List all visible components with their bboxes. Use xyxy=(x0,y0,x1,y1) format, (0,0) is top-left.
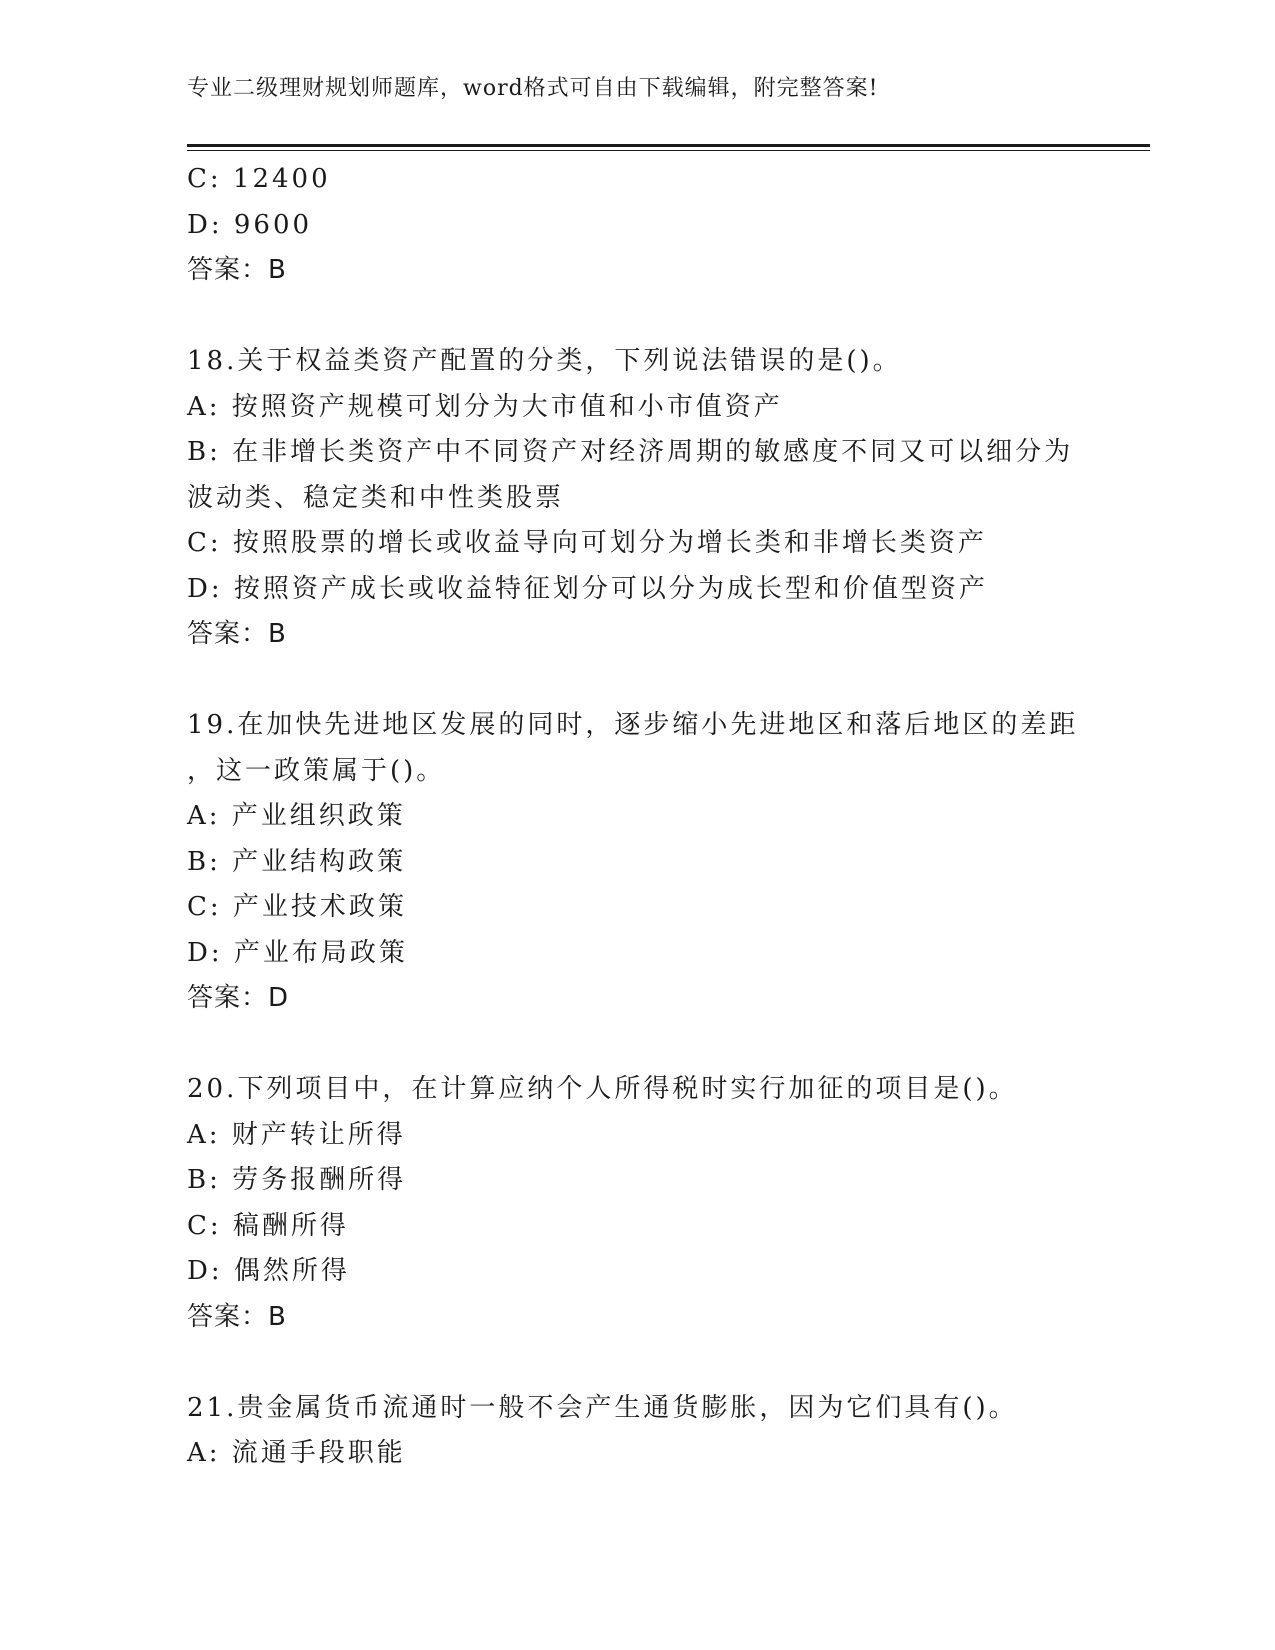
header-rule-thin xyxy=(187,150,1150,151)
question-line: ，这一政策属于()。 xyxy=(187,755,446,786)
option-line: D: 偶然所得 xyxy=(187,1256,350,1286)
option-line: A: 按照资产规模可划分为大市值和小市值资产 xyxy=(187,391,783,422)
option-line: A: 流通手段职能 xyxy=(187,1438,406,1468)
answer-line: 答案：B xyxy=(187,1301,287,1332)
option-line: B: 劳务报酬所得 xyxy=(187,1165,407,1195)
option-line: A: 财产转让所得 xyxy=(187,1119,406,1150)
option-line: C: 稿酬所得 xyxy=(187,1210,349,1241)
spacer xyxy=(187,1022,1087,1068)
option-line: B: 在非增长类资产中不同资产对经济周期的敏感度不同又可以细分为 xyxy=(187,437,1074,467)
spacer xyxy=(187,1340,1087,1386)
question-content xyxy=(187,157,1087,1477)
option-line: D: 产业布局政策 xyxy=(187,937,408,968)
question-line: 19.在加快先进地区发展的同时，逐步缩小先进地区和落后地区的差距 xyxy=(187,710,1079,740)
page-header: 专业二级理财规划师题库，word格式可自由下载编辑，附完整答案! xyxy=(187,76,879,101)
option-line: A: 产业组织政策 xyxy=(187,801,406,831)
question-line: 20.下列项目中，在计算应纳个人所得税时实行加征的项目是()。 xyxy=(187,1074,1018,1104)
spacer xyxy=(187,658,1087,704)
option-line: D: 9600 xyxy=(187,209,313,240)
question-line: 18.关于权益类资产配置的分类，下列说法错误的是()。 xyxy=(187,346,902,376)
answer-line: 答案：B xyxy=(187,255,287,285)
option-line: 波动类、稳定类和中性类股票 xyxy=(187,482,565,513)
option-line: C: 按照股票的增长或收益导向可划分为增长类和非增长类资产 xyxy=(187,528,987,558)
option-line: D: 按照资产成长或收益特征划分可以分为成长型和价值型资产 xyxy=(187,573,988,604)
header-rule-thick xyxy=(187,144,1150,147)
answer-line: 答案：B xyxy=(187,619,287,649)
option-line: C: 12400 xyxy=(187,164,331,194)
answer-line: 答案：D xyxy=(187,983,290,1013)
option-line: C: 产业技术政策 xyxy=(187,892,407,922)
question-line: 21.贵金属货币流通时一般不会产生通货膨胀，因为它们具有()。 xyxy=(187,1392,1018,1423)
option-line: B: 产业结构政策 xyxy=(187,846,407,877)
spacer xyxy=(187,294,1087,340)
